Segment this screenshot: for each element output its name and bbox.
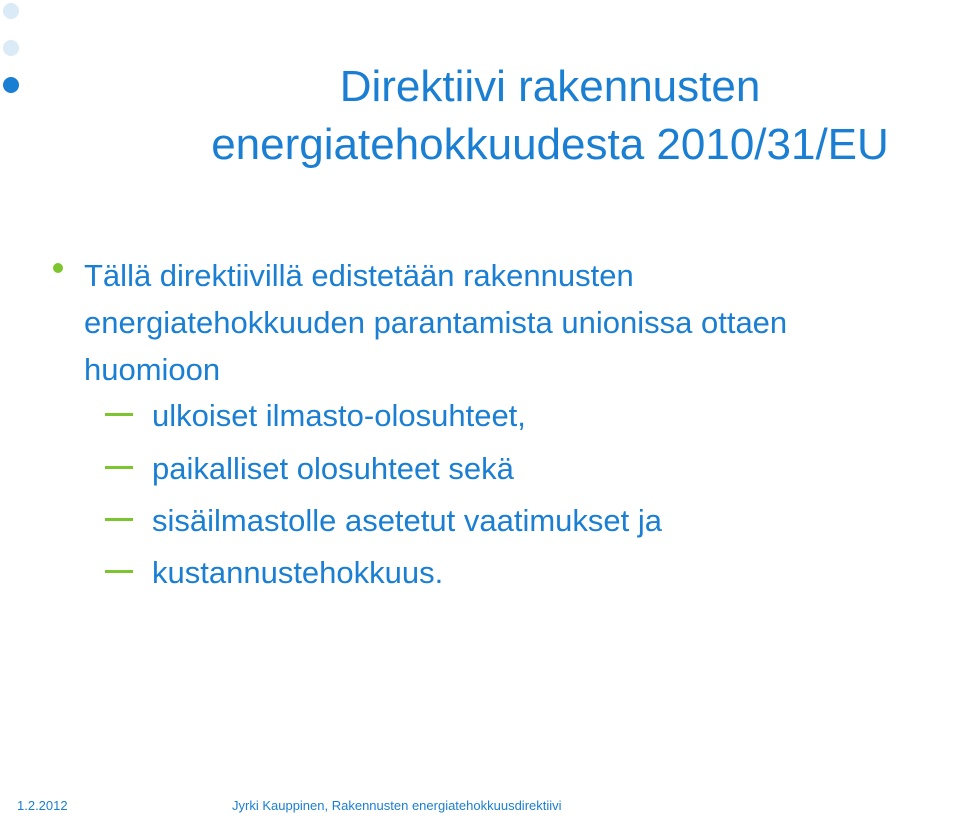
bullet-dot-icon xyxy=(53,263,63,273)
dash-bullet-icon xyxy=(105,518,133,521)
slide-title-line-1: Direktiivi rakennusten xyxy=(339,62,761,111)
sub-bullet-text: ulkoiset ilmasto-olosuhteet, xyxy=(152,398,526,433)
decorative-dot-blue xyxy=(3,77,19,93)
sub-bullet-text: paikalliset olosuhteet sekä xyxy=(152,451,514,486)
slide-title-line-2: energiatehokkuudesta 2010/31/EU xyxy=(211,120,889,169)
sub-bullet xyxy=(0,445,960,498)
slide-title xyxy=(150,58,950,174)
main-bullet-line-2: energiatehokkuuden parantamista unionissa ottaen xyxy=(84,305,788,340)
footer-author: Jyrki Kauppinen, Rakennusten energiatehokkuusdirektiivi xyxy=(232,798,562,813)
decorative-dot-light-middle xyxy=(3,40,19,56)
main-bullet-line-3: huomioon xyxy=(84,352,221,387)
main-bullet xyxy=(84,252,954,393)
main-bullet-line-1: Tällä direktiivillä edistetään rakennusten xyxy=(84,258,634,293)
dash-bullet-icon xyxy=(105,570,133,573)
sub-bullet xyxy=(0,549,960,602)
decorative-dot-light-top xyxy=(3,3,19,19)
sub-bullet-text: sisäilmastolle asetetut vaatimukset ja xyxy=(152,503,663,538)
sub-bullet xyxy=(0,392,960,445)
dash-bullet-icon xyxy=(105,413,133,416)
footer-date: 1.2.2012 xyxy=(17,798,68,813)
sub-bullet xyxy=(0,497,960,550)
dash-bullet-icon xyxy=(105,466,133,469)
sub-bullet-text: kustannustehokkuus. xyxy=(152,555,444,590)
